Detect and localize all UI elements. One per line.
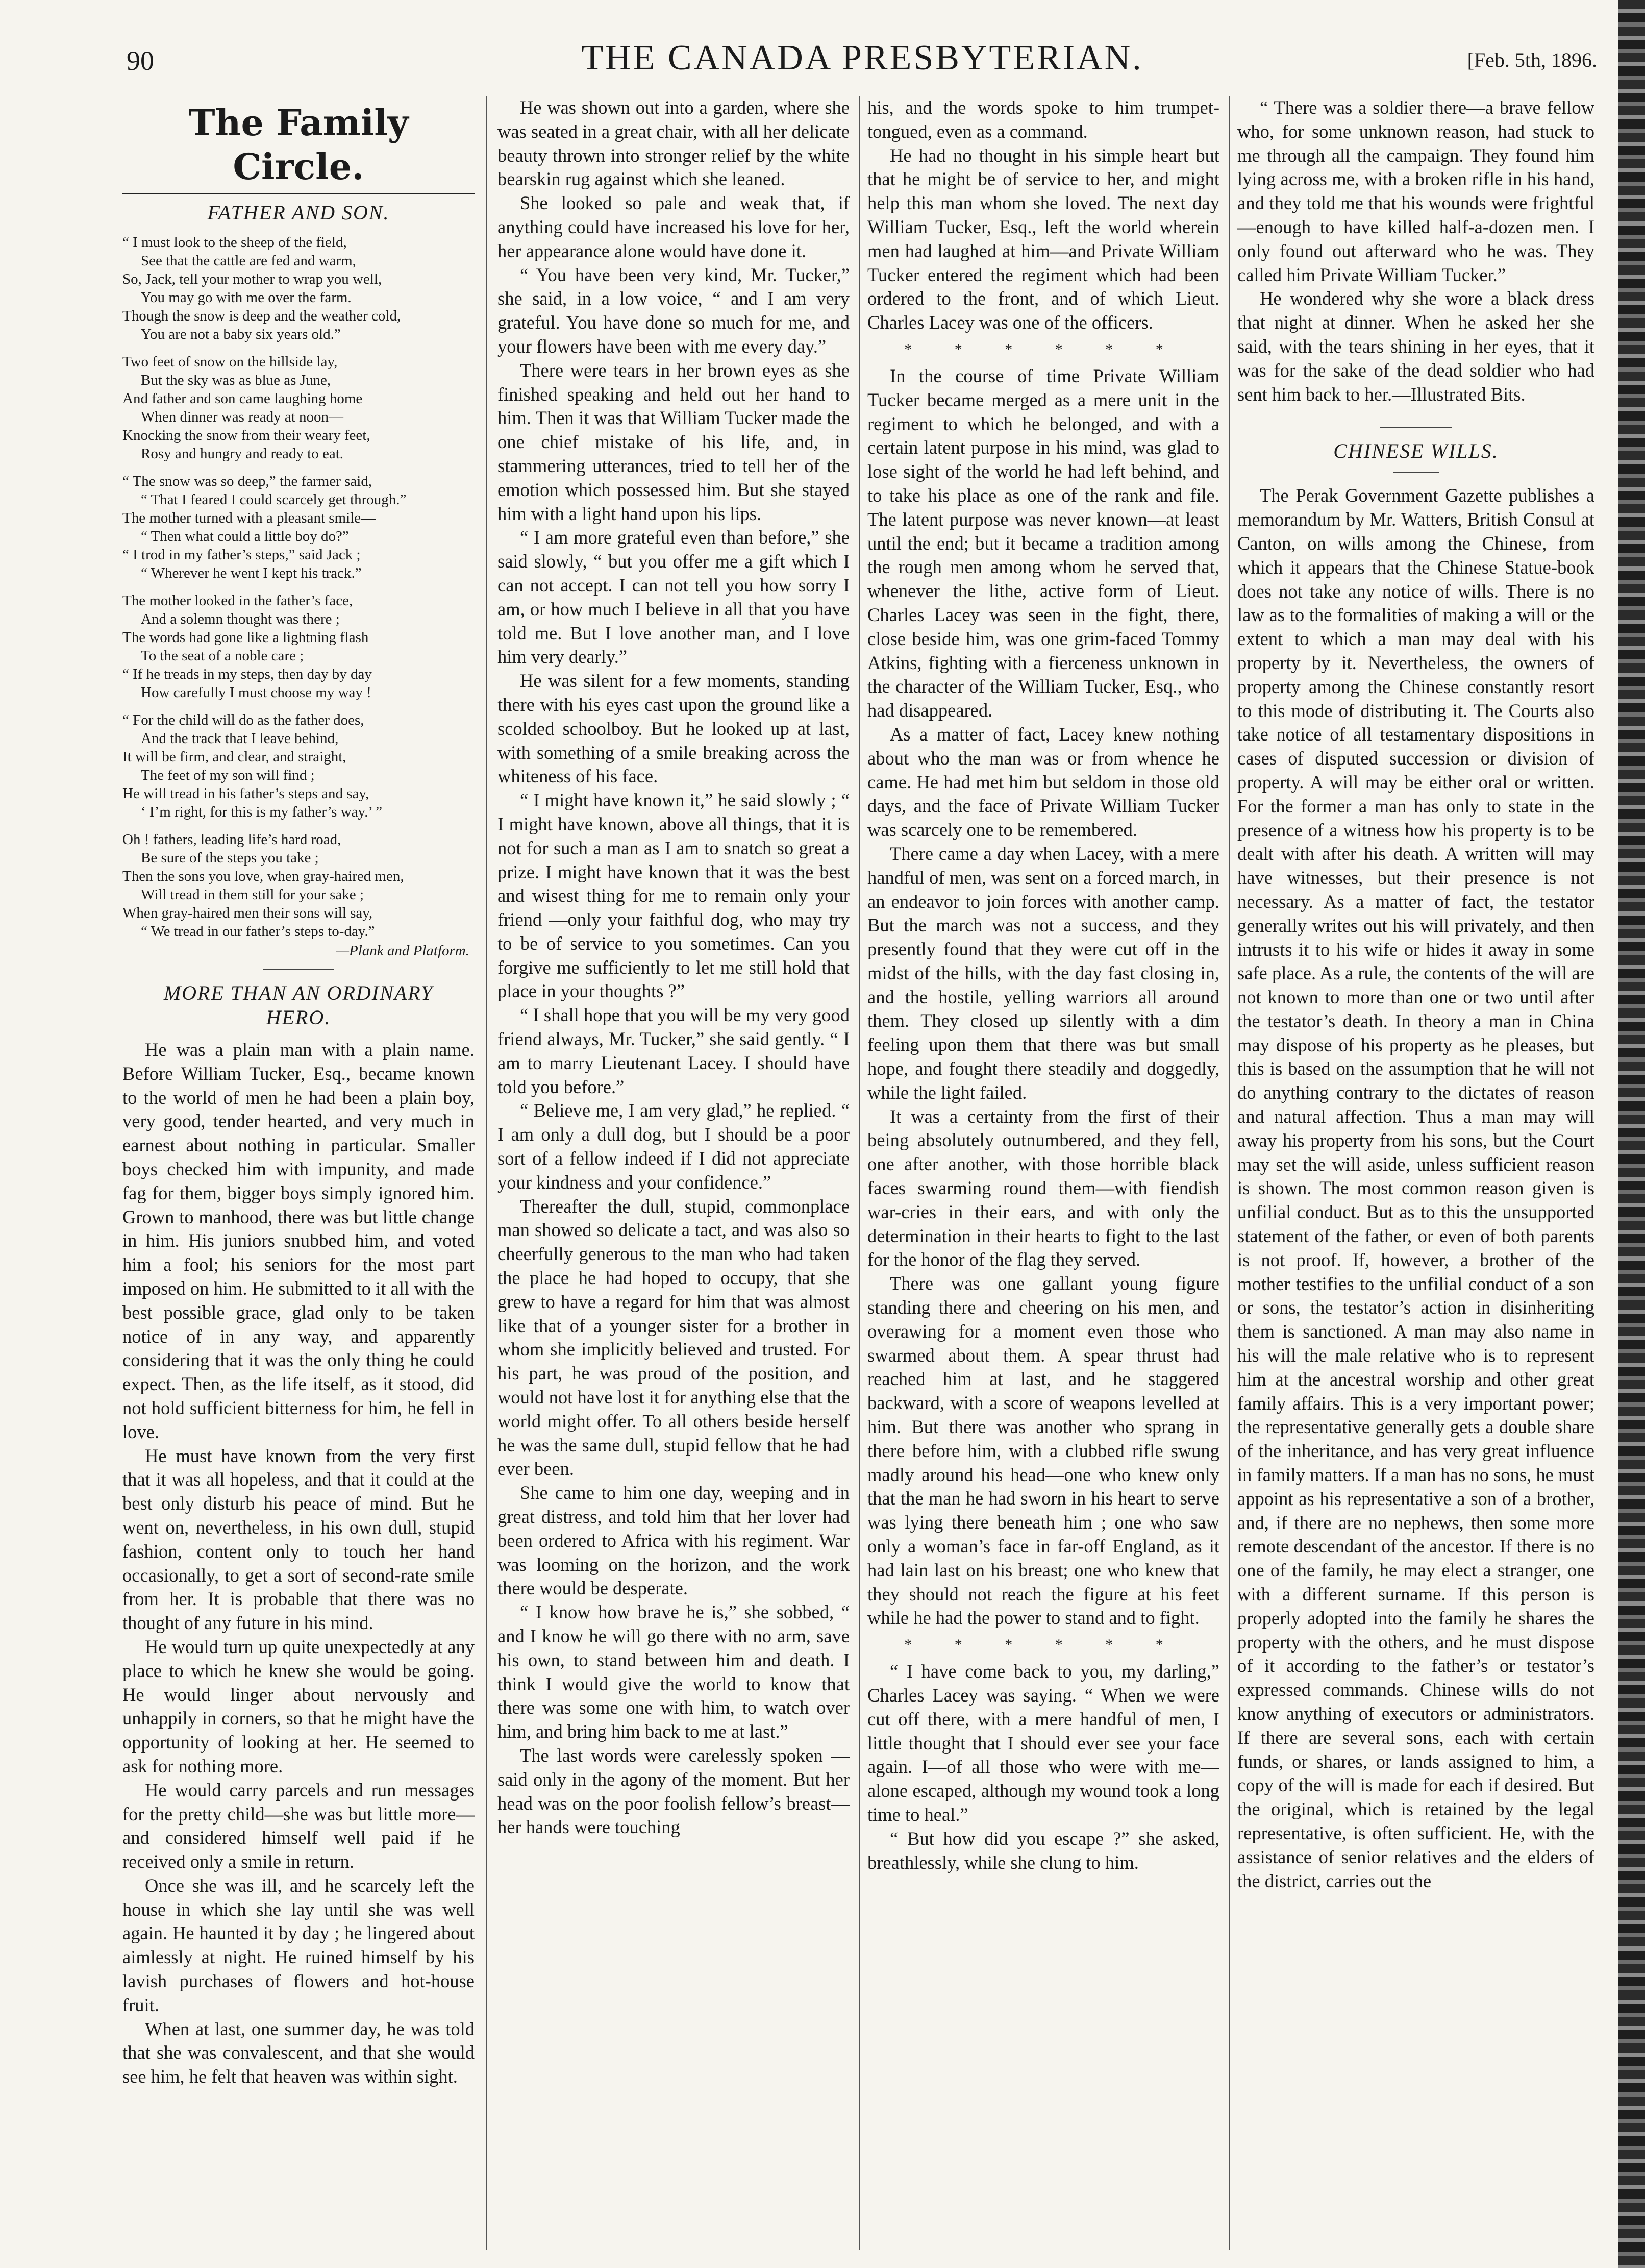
paragraph: Once she was ill, and he scarcely left the house in which she lay until she was well again. He haunted it by day ; he lingered about aimlessly at night. He ruined himself by his lavish purchases of flowers and hot-house fruit.	[122, 1875, 475, 2015]
paragraph: “ You have been very kind, Mr. Tucker,” she said, in a low voice, “ and I am very grateful. You have done so much for me, and your flowers have been with me every day.”	[497, 264, 850, 357]
poem-stanza: Oh ! fathers, leading life’s hard road, Be sure of the steps you take ; Then the sons you love, when gray-haired men, Will tread in them still for your sake ; When gray-haired men their sons will say, “ We tread in our father’s steps to-day.”	[122, 831, 404, 940]
paragraph: As a matter of fact, Lacey knew nothing about who the man was or from whence he came. He had met him but seldom in those old days, and the face of Private William Tucker was scarcely one to be remembered.	[867, 723, 1219, 841]
paragraph: He was a plain man with a plain name. Before William Tucker, Esq., became known to the world of men he had been a plain boy, very good, tender hearted, and very much in earnest about nothing in particular. Smaller boys checked him with impunity, and made fag for them, bigger boys simply ignored him. Grown to manhood, there was but little change in him. His juniors snubbed him, and voted him a fool; his seniors for the most part imposed on him. He submitted to it all with the best possible grace, glad only to be taken notice of in any way, and apparently considering that it was the only thing he could expect. Then, as the life itself, as it stood, did not hold sufficient bitterness for him, he fell in love.	[122, 1039, 475, 1442]
paragraph: There was one gallant young figure standing there and cheering on his men, and overawing for a moment even those who swarmed about them. A spear thrust had reached him at last, and he staggered backward, with a score of weapons levelled at him. But there was another who sprang in there before him, with a clubbed rifle swung madly around his head—one who knew only that the man he had sworn in his heart to serve was lying there beneath him ; one who saw only a woman’s face in far-off England, as it had lain last on his breast; one who knew that they should not reach the figure at his feet while he had the power to stand and to fight.	[867, 1273, 1219, 1629]
section-break-stars: * * * * * *	[904, 1636, 1183, 1654]
paragraph: his, and the words spoke to him trumpet-tongued, even as a command.	[867, 97, 1219, 142]
paragraph: He had no thought in his simple heart but that he might be of service to her, and might help this man whom she loved. The next day William Tucker, Esq., left the world wherein men had laughed at him—and Private William Tucker entered the regiment which had been ordered to the front, and of which Lieut. Charles Lacey was one of the officers.	[867, 144, 1219, 333]
title-underline	[1393, 472, 1439, 473]
column-4	[1237, 96, 1594, 2250]
poem-credit: —Plank and Platform.	[336, 943, 469, 959]
paragraph: “ There was a soldier there—a brave fellow who, for some unknown reason, had stuck to me through all the campaign. They found him lying across me, with a broken rifle in his hand, and they told me that his wounds were frightful—enough to have killed half-a-dozen men. I only found out afterward who he was. They called him Private William Tucker.”	[1237, 97, 1594, 285]
department-heading: The Family Circle.	[188, 102, 409, 188]
paragraph: She looked so pale and weak that, if anything could have increased his love for her, her appearance alone would have done it.	[497, 192, 850, 261]
paragraph: She came to him one day, weeping and in great distress, and told him that her lover had been ordered to Africa with his regiment. War was looming on the horizon, and the work there would be desperate.	[497, 1482, 850, 1599]
paragraph: In the course of time Private William Tucker became merged as a mere unit in the regiment to which he belonged, and with a certain latent purpose in his mind, was glad to lose sight of the world he had left behind, and to take his place as one of the rank and file. The latent purpose was never known—at least until the end; but it became a tradition among the rough men among whom he served that, whenever the lithe, active form of Lieut. Charles Lacey was seen in the fight, there, close beside him, was one grim-faced Tommy Atkins, fighting with a fierceness unknown in the character of the William Tucker, Esq., who had disappeared.	[867, 365, 1219, 721]
paragraph: “ I am more grateful even than before,” she said slowly, “ but you offer me a gift which I can not accept. I can not tell you how sorry I am, or how much I believe in all that you have told me. But I love another man, and I love him very dearly.”	[497, 527, 850, 668]
paragraph: Thereafter the dull, stupid, commonplace man showed so delicate a tact, and was also so cheerfully generous to the man who had taken the place he had hoped to occupy, that she grew to have a regard for him that was almost like that of a younger sister for a brother in whom she implicitly believed and trusted. For his part, he was proud of the position, and would not have lost it for anything else that the world might offer. To all others beside herself he was the same dull, stupid fellow that he had ever been.	[497, 1195, 850, 1480]
article-title: CHINESE WILLS.	[1333, 439, 1499, 463]
page-number: 90	[127, 45, 154, 76]
section-divider	[263, 969, 334, 970]
paragraph: The last words were carelessly spoken —said only in the agony of the moment. But her head was on the poor foolish fellow’s breast—her hands were touching	[497, 1744, 850, 1838]
paragraph: He must have known from the very first that it was all hopeless, and that it could at the best only disturb his peace of mind. But he went on, nevertheless, in his own dull, stupid fashion, content only to touch her hand occasionally, to get a sort of second-rate smile from her. It is probable that there was no thought of any future in his mind.	[122, 1445, 475, 1634]
paragraph: The Perak Government Gazette publishes a memorandum by Mr. Watters, British Consul at Canton, on wills among the Chinese, from which it appears that the Chinese Statue-book does not take any notice of wills. There is no law as to the formalities of making a will or the extent to which a man may deal with his property by it. Nevertheless, the owners of property among the Chinese constantly resort to this mode of distributing it. The Courts also take notice of all testamentary dispositions in cases of disputed succession or division of property. A will may be either oral or written. For the former a man has only to state in the presence of a witness how his property is to be dealt with after his death. A written will may have witnesses, but their presence is not necessary. As a matter of fact, the testator generally writes out his will privately, and then intrusts it to his wife or hides it away in some safe place. As a rule, the contents of the will are not known to more than one or two until after the testator’s death. In theory a man in China may dispose of his property as he pleases, but this is based on the assumption that he will not do anything contrary to the dictates of reason and natural affection. Thus a man may will away his property from his sons, but the Court may set the will aside, unless sufficient reason is shown. The most common reason given is unfilial conduct. But as to this the unsupported statement of the father, or even of both parents is not proof. If, however, a brother of the mother testifies to the unfilial conduct of a son or sons, the testator’s action in disinheriting them is sanctioned. A man may also name in his will the male relative who is to represent him at the ancestral worship and other great family affairs. This is a very important power; the representative generally gets a double share of the inheritance, and has very great influence in family matters. If a man has no sons, he must appoint as his representative a son of a brother, and, if there are no nephews, then some more remote descendant of the ancestor. If there is no one of the family, he may elect a stranger, one with a different surname. If this person is properly adopted into the family he shares the property with the others, and he must dispose of it according to the father’s or testator’s expressed commands. Chinese wills do not know anything of executors or administrators. If there are several sons, each with certain funds, or shares, or lands assigned to him, a copy of the will is made for each if desired. But the original, which is retained by the legal representative, is often sufficient. He, with the assistance of senior relatives and the elders of the district, carries out the	[1237, 485, 1594, 1891]
paragraph: “ Believe me, I am very glad,” he replied. “ I am only a dull dog, but I should be a poor sort of a fellow indeed if I did not appreciate your kindness and your confidence.”	[497, 1100, 850, 1193]
page-header	[122, 36, 1602, 92]
paragraph: He was silent for a few moments, standing there with his eyes cast upon the ground like a scolded schoolboy. But he looked up at last, with something of a smile breaking across the whiteness of his face.	[497, 670, 850, 787]
paragraph: “ I have come back to you, my darling,” Charles Lacey was saying. “ When we were cut off there, with a mere handful of men, I little thought that I should ever see your face again. I—of all those who were with me—alone escaped, although my wound took a long time to heal.”	[867, 1661, 1219, 1825]
column-1	[122, 96, 475, 2250]
issue-date: [Feb. 5th, 1896.	[1467, 48, 1597, 71]
paragraph: “ I know how brave he is,” she sobbed, “ and I know he will go there with no arm, save his own, to stand between him and death. I think I would give the world to know that there was some one with him, to watch over him, and bring him back to me at last.”	[497, 1601, 850, 1742]
poem-stanza: “ The snow was so deep,” the farmer said, “ That I feared I could scarcely get through.” The mother turned with a pleasant smile— “ Then what could a little boy do?” “ I trod in my father’s steps,” said Jack ; “ Wherever he went I kept his track.”	[122, 473, 407, 581]
paragraph: “ I shall hope that you will be my very good friend always, Mr. Tucker,” she said gently. “ I am to marry Lieutenant Lacey. I should have told you before.”	[497, 1004, 850, 1097]
heading-rule	[122, 193, 475, 194]
column-2	[497, 96, 850, 2250]
poem-title: FATHER AND SON.	[207, 201, 390, 224]
column-3	[867, 96, 1219, 2250]
paragraph: There were tears in her brown eyes as she finished speaking and held out her hand to him. Then it was that William Tucker made the one chief mistake of his life, and, in stammering utterances, tried to tell her of the emotion which possessed him. But she stayed him with a light hand upon his lips.	[497, 359, 850, 524]
paragraph: There came a day when Lacey, with a mere handful of men, was sent on a forced march, in an endeavor to join forces with another camp. But the march was not a success, and they presently found that they were cut off in the midst of the hills, with the day fast closing in, and the hostile, yelling warriors all around them. They closed up silently with a dim feeling upon them that there was but small hope, and fought there steadily and doggedly, while the light failed.	[867, 843, 1219, 1103]
section-break-stars: * * * * * *	[904, 340, 1183, 358]
column-rule	[1229, 96, 1230, 2250]
paragraph: “ But how did you escape ?” she asked, breathlessly, while she clung to him.	[867, 1828, 1219, 1873]
scanned-page-edge	[1618, 0, 1645, 2268]
poem-stanza: “ For the child will do as the father does, And the track that I leave behind, It will be firm, and clear, and straight, The feet of my son will find ; He will tread in his father’s steps and say, ‘ I’m right, for this is my father’s way.’ ”	[122, 712, 383, 820]
poem-stanza: “ I must look to the sheep of the field, See that the cattle are fed and warm, So, Jack, tell your mother to wrap you well, You may go with me over the farm. Though the snow is deep and the weather cold, You are not a baby six years old.”	[122, 234, 401, 342]
column-rule	[486, 96, 487, 2250]
column-rule	[859, 96, 860, 2250]
paragraph: It was a certainty from the first of their being absolutely outnumbered, and they fell, one after another, with those horrible black faces swarming round them—with fiendish war-cries in their ears, and with only the determination in their hearts to fight to the last for the honor of the flag they served.	[867, 1105, 1219, 1270]
poem-stanza: The mother looked in the father’s face, And a solemn thought was there ; The words had gone like a lightning flash To the seat of a noble care ; “ If he treads in my steps, then day by day How carefully I must choose my way !	[122, 593, 372, 701]
paragraph: He was shown out into a garden, where she was seated in a great chair, with all her delicate beauty thrown into stronger relief by the white bearskin rug against which she leaned.	[497, 97, 850, 190]
paragraph: “ I might have known it,” he said slowly ; “ I might have known, above all things, that it is not for such a man as I am to snatch so great a prize. I might have known that it was the best and wisest thing for me to remain only your friend —only your faithful dog, who may try to be of service to you sometimes. Can you forgive me sufficiently to let me still hold that place in your thoughts ?”	[497, 790, 850, 1002]
newspaper-title: THE CANADA PRESBYTERIAN.	[581, 38, 1143, 78]
paragraph: He would turn up quite unexpectedly at any place to which he knew she would be going. He would linger about nervously and unhappily in corners, so that he might have the opportunity of looking at her. He seemed to ask for nothing more.	[122, 1636, 475, 1777]
paragraph: When at last, one summer day, he was told that she was convalescent, and that she would see him, he felt that heaven was within sight.	[122, 2018, 475, 2087]
story-title: MORE THAN AN ORDINARY HERO.	[163, 981, 434, 1029]
section-divider	[1380, 427, 1452, 428]
poem-stanza: Two feet of snow on the hillside lay, But the sky was as blue as June, And father and son came laughing home When dinner was ready at noon— Knocking the snow from their weary feet, Rosy and hungry and ready to eat.	[122, 354, 370, 462]
paragraph: He wondered why she wore a black dress that night at dinner. When he asked her she said, with the tears shining in her eyes, that it was for the sake of the dead soldier who had sent him back to her.—Illustrated Bits.	[1237, 288, 1594, 405]
paragraph: He would carry parcels and run messages for the pretty child—she was but little more—and considered himself well paid if he received only a smile in return.	[122, 1779, 475, 1872]
